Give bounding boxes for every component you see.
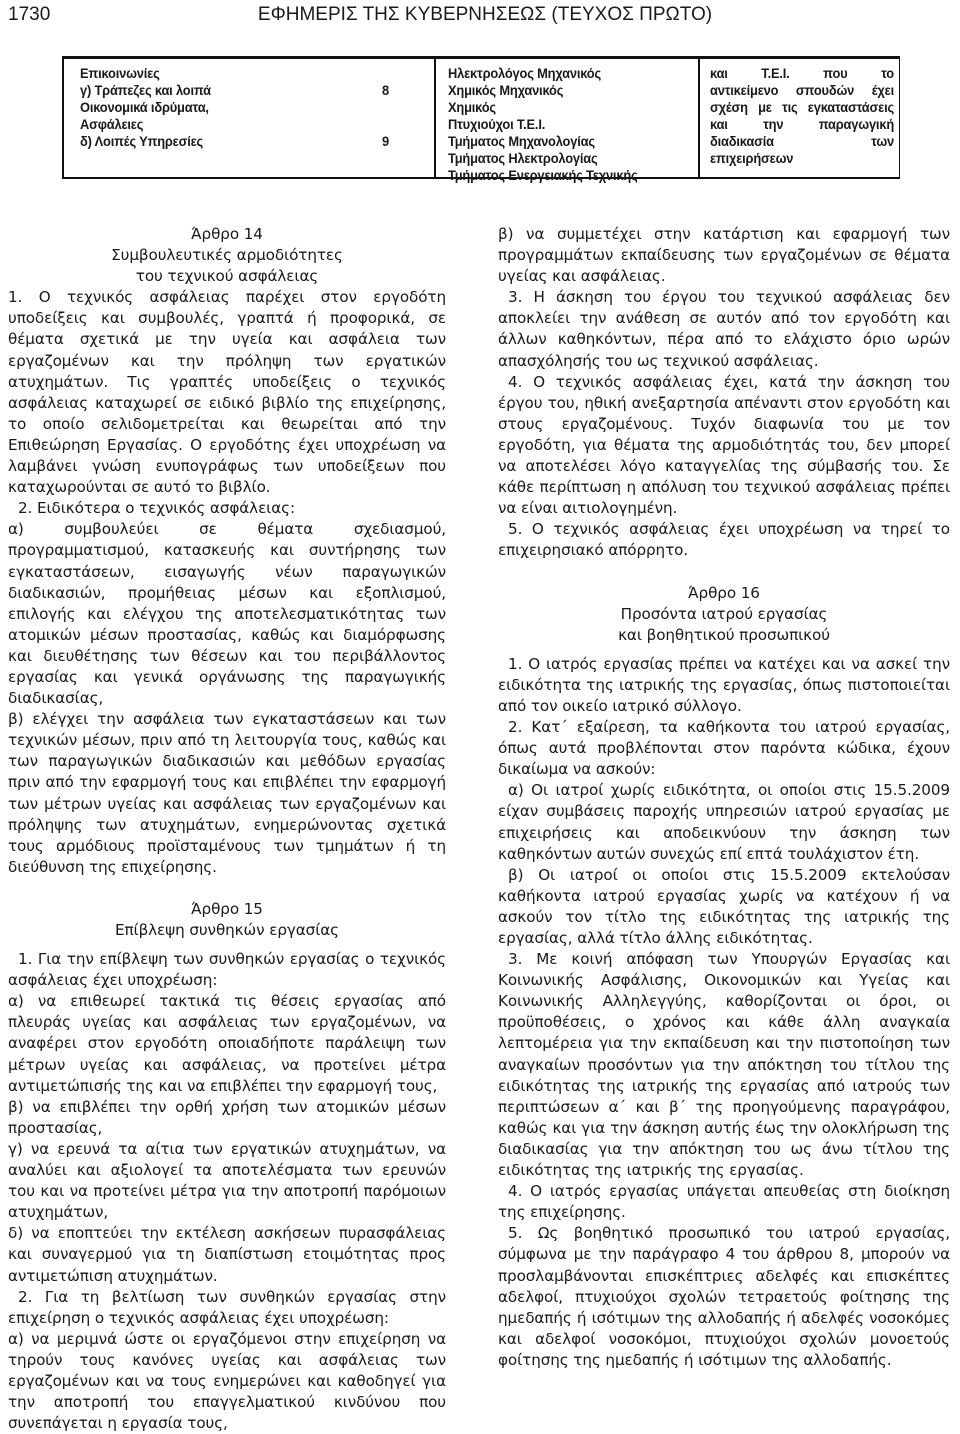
paragraph: β) Οι ιατροί οι οποίοι στις 15.5.2009 εκτελούσαν καθήκοντα ιατρού εργασίας χωρίς να κατέχουν ή να ασκούν τον τίτλο της ειδικότητας της ιατρικής της εργασίας, αλλά τίτλο άλλης ειδικότητας. — [498, 865, 950, 947]
paragraph: δ) να εποπτεύει την εκτέλεση ασκήσεων πυρασφάλειας και συναγερμού για τη διαπίστωση ετοιμότητας προς αντιμετώπιση ατυχημάτων. — [8, 1224, 446, 1285]
paragraph: 4. Ο ιατρός εργασίας υπάγεται απευθείας στη διοίκηση της επιχείρησης. — [498, 1182, 950, 1222]
table-cell: Οικονομικά ιδρύματα, — [80, 99, 209, 115]
article-number: Άρθρο 16 — [688, 583, 760, 602]
paragraph: α) να επιθεωρεί τακτικά τις θέσεις εργασίας από πλευράς υγείας και ασφάλειας των εργαζομένων, να αναφέρει στον εργοδότη οποιαδήποτε παράλειψη των μέτρων υγείας και ασφάλειας, να προτείνει μέτρα αντιμετώπισής της και να επιβλέπει την εφαρμογή τους, — [8, 992, 446, 1095]
paragraph: 1. Για την επίβλεψη των συνθηκών εργασίας ο τεχνικός ασφάλειας έχει υποχρέωση: — [8, 950, 446, 990]
article-14-heading — [8, 224, 446, 287]
table-cell: αντικείμενο σπουδών έχει — [710, 82, 894, 98]
article-title: Προσόντα ιατρού εργασίας — [620, 604, 828, 623]
qualifications-table — [62, 56, 900, 183]
paragraph: 3. Με κοινή απόφαση των Υπουργών Εργασίας και Κοινωνικής Ασφάλισης, Οικονομικών και Υγείας και Κοινωνικής Αλληλεγγύης, καθορίζονται οι όροι, οι προϋποθέσεις, ο χρόνος και κάθε άλλη αναγκαία λεπτομέρεια για την εκπαίδευση και την πιστοποίηση των αναγκαίων προσόντων για την απόκτηση του τίτλου της ειδικότητας της ιατρικής της εργασίας από ιατρούς των περιπτώσεων α΄ και β΄ της προηγούμενης παραγράφου, καθώς και για την άσκηση αυτής έως την ολοκλήρωση της διαδικασίας για την απόκτηση του ως άνω τίτλου της ειδικότητας της ιατρικής της εργασίας. — [498, 950, 950, 1180]
right-column — [498, 224, 950, 1371]
article-15-heading — [8, 899, 446, 941]
paragraph: α) να μεριμνά ώστε οι εργαζόμενοι στην επιχείρηση να τηρούν τους κανόνες υγείας και ασφάλειας των εργαζομένων και να τους ενημερώνει και καθοδηγεί για την αποτροπή του επαγγελματικού κινδύνου που συνεπάγεται η εργασία τους, — [8, 1329, 446, 1433]
left-column — [8, 224, 446, 1434]
table-cell: σχέση με τις εγκαταστάσεις — [710, 99, 894, 115]
table-cell: 8 — [382, 82, 389, 98]
paragraph: 1. Ο ιατρός εργασίας πρέπει να κατέχει και να ασκεί την ειδικότητα της ιατρικής της εργασίας, όπως πιστοποιείται από τον οικείο ιατρικό σύλλογο. — [498, 654, 950, 715]
table-border-left — [62, 59, 64, 177]
paragraph: 2. Ειδικότερα ο τεχνικός ασφάλειας: — [18, 499, 295, 518]
paragraph: 2. Κατ΄ εξαίρεση, τα καθήκοντα του ιατρού εργασίας, όπως αυτά προβλέπονται στον παρόντα κώδικα, έχουν δικαίωμα να ασκούν: — [498, 718, 950, 779]
page-number: 1730 — [8, 4, 51, 25]
table-cell: Τμήματος Μηχανολογίας — [448, 133, 595, 149]
table-cell: και Τ.Ε.Ι. που το — [710, 65, 894, 81]
paragraph: α) συμβουλεύει σε θέματα σχεδιασμού, προγραμματισμού, κατασκευής και συντήρησης των εγκαταστάσεων, εισαγωγής νέων παραγωγικών διαδικασιών, προμήθειας μέσων και εξοπλισμού, επιλογής και ελέγχου της αποτελεσματικότητας των ατομικών μέσων προστασίας, καθώς και διαμόρφωσης και διευθέτησης των θέσεων και του περιβάλλοντος εργασίας και γενικά οργάνωσης της παραγωγικής διαδικασίας, — [8, 520, 446, 708]
table-cell: διαδικασία των — [710, 133, 894, 149]
table-column-sector — [80, 65, 211, 150]
article-16-heading — [498, 583, 950, 646]
table-column-category — [382, 65, 389, 150]
paragraph: α) Οι ιατροί χωρίς ειδικότητα, οι οποίοι στις 15.5.2009 είχαν συμβάσεις παροχής υπηρεσιών ιατρού εργασίας με επιχειρήσεις και αποδεικνύουν την άσκηση των καθηκόντων αυτών συνεχώς επί επτά τουλάχιστον έτη. — [498, 781, 950, 863]
paragraph: 1. Ο τεχνικός ασφάλειας παρέχει στον εργοδότη υποδείξεις και συμβουλές, γραπτά ή προφορικά, σε θέματα σχετικά με την υγεία και ασφάλεια των εργαζομένων και την πρόληψη των εργατικών ατυχημάτων. Τις γραπτές υποδείξεις ο τεχνικός ασφάλειας καταχωρεί σε ειδικό βιβλίο της επιχείρησης, το οποίο σελιδομετρείται και θεωρείται από την Επιθεώρηση Εργασίας. Ο εργοδότης έχει υποχρέωση να λαμβάνει γνώση ενυπογράφως των υποδείξεων που καταχωρούνται σε αυτό το βιβλίο. — [8, 288, 446, 497]
paragraph: γ) να ερευνά τα αίτια των εργατικών ατυχημάτων, να αναλύει και αξιολογεί τα αποτελέσματα των ερευνών του και να προτείνει μέτρα για την αποτροπή παρόμοιων ατυχημάτων, — [8, 1139, 446, 1222]
paragraph: 4. Ο τεχνικός ασφάλειας έχει, κατά την άσκηση του έργου του, ηθική ανεξαρτησία απέναντι στον εργοδότη και στους εργαζομένους. Τυχόν διαφωνία του με τον εργοδότη, για θέματα της αρμοδιότητάς του, δεν μπορεί να αποτελέσει λόγο καταγγελίας της σύμβασής του. Σε κάθε περίπτωση η απόλυση του τεχνικού ασφάλειας πρέπει να είναι αιτιολογημένη. — [498, 372, 950, 518]
page-header — [0, 0, 960, 32]
table-cell: Ηλεκτρολόγος Μηχανικός — [448, 65, 602, 81]
article-title: και βοηθητικού προσωπικού — [618, 625, 830, 644]
table-cell: Επικοινωνίες — [80, 65, 160, 81]
table-column-specialty — [448, 65, 638, 184]
table-cell — [382, 99, 389, 116]
table-border-right — [899, 59, 901, 177]
article-title: Συμβουλευτικές αρμοδιότητες — [111, 246, 343, 265]
paragraph: 2. Για τη βελτίωση των συνθηκών εργασίας στην επιχείρηση ο τεχνικός ασφάλειας έχει υποχρέωση: — [8, 1287, 446, 1327]
table-cell: επιχειρήσεων — [710, 150, 794, 166]
article-number: Άρθρο 15 — [191, 899, 263, 918]
table-cell: 9 — [382, 133, 389, 149]
table-cell: Χημικός — [448, 99, 496, 115]
table-divider-1 — [434, 59, 436, 177]
table-cell: Ασφάλειες — [80, 116, 144, 132]
article-title: Επίβλεψη συνθηκών εργασίας — [115, 921, 339, 939]
paragraph: β) ελέγχει την ασφάλεια των εγκαταστάσεων και των τεχνικών μέσων, πριν από τη λειτουργία τους, καθώς και των παραγωγικών διαδικασιών και μεθόδων εργασίας πριν από την εφαρμογή τους και επιβλέπει την εφαρμογή των μέτρων υγείας και ασφάλειας των εργαζομένων και πρόληψης των ατυχημάτων, ενημερώνοντας σχετικά τους αρμόδιους προϊσταμένους των τμημάτων ή τη διεύθυνση της επιχείρησης. — [8, 710, 446, 876]
paragraph: β) να επιβλέπει την ορθή χρήση των ατομικών μέσων προστασίας, — [8, 1097, 446, 1137]
table-cell: δ) Λοιπές Υπηρεσίες — [80, 133, 204, 149]
paragraph: β) να συμμετέχει στην κατάρτιση και εφαρμογή των προγραμμάτων εκπαίδευσης των εργαζομένων σε θέματα υγείας και ασφάλειας. — [498, 225, 950, 286]
table-cell: Πτυχιούχοι Τ.Ε.Ι. — [448, 116, 546, 132]
article-title: του τεχνικού ασφάλειας — [135, 267, 319, 286]
table-cell — [382, 65, 389, 82]
table-cell — [382, 116, 389, 133]
table-cell: Τμήματος Ηλεκτρολογίας — [448, 150, 598, 166]
table-cell: Χημικός Μηχανικός — [448, 82, 564, 98]
table-divider-2 — [698, 59, 700, 177]
table-cell: Τμήματος Ενεργειακής Τεχνικής — [448, 167, 638, 183]
journal-title: ΕΦΗΜΕΡΙΣ ΤΗΣ ΚΥΒΕΡΝΗΣΕΩΣ (ΤΕΥΧΟΣ ΠΡΩΤΟ) — [257, 4, 713, 25]
paragraph: 3. Η άσκηση του έργου του τεχνικού ασφάλειας δεν αποκλείει την ανάθεση σε αυτόν από τον εργοδότη και άλλων καθηκόντων, πέρα από το ελάχιστο όριο ωρών απασχόλησής του ως τεχνικού ασφάλειας. — [498, 288, 950, 370]
table-cell: γ) Τράπεζες και λοιπά — [80, 82, 211, 98]
table-cell: και την παραγωγική — [710, 116, 894, 132]
article-number: Άρθρο 14 — [191, 225, 263, 243]
paragraph: 5. Ο τεχνικός ασφάλειας έχει υποχρέωση να τηρεί το επιχειρησιακό απόρρητο. — [498, 520, 950, 560]
paragraph: 5. Ως βοηθητικό προσωπικό του ιατρού εργασίας, σύμφωνα με την παράγραφο 4 του άρθρου 8, μπορούν να προσλαμβάνονται επισκέπτριες αδελφές και επισκέπτες αδελφοί, πτυχιούχοι σχολών τετραετούς φοίτησης της ημεδαπής ή ισότιμων της αλλοδαπής ή αδελφές νοσοκόμες και αδελφοί νοσοκόμοι, πτυχιούχοι σχολών μονοετούς φοίτησης της ημεδαπής ή ισότιμων της αλλοδαπής. — [498, 1224, 950, 1369]
table-column-conditions — [710, 65, 894, 167]
